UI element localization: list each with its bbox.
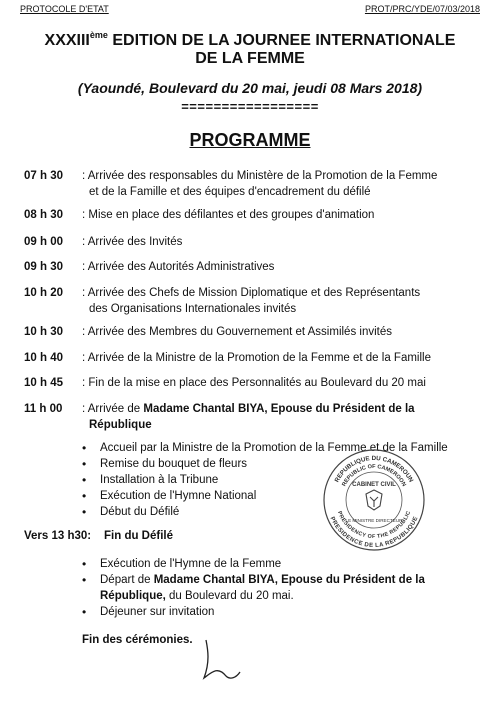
title-ordinal: XXXIII	[44, 32, 90, 49]
first-lady-name-cont: République	[89, 419, 152, 431]
stamp-text: PRESIDENCY OF THE REPUBLIC	[335, 510, 413, 541]
schedule-time: 09 h 00	[24, 236, 63, 248]
list-item: • Accueil par la Ministre de la Promotion de la Femme et de la Famille	[82, 441, 448, 455]
list-item-text: Début du Défilé	[100, 506, 180, 518]
schedule-desc: : Arrivée de	[82, 403, 144, 415]
stamp-cabinet-text: CABINET CIVIL	[352, 482, 396, 488]
schedule-desc: : Fin de la mise en place des Personnalités au Boulevard du 20 mai	[82, 377, 426, 389]
list-item-text: Accueil par la Ministre de la Promotion de la Femme et de la Famille	[100, 442, 448, 454]
official-stamp	[322, 448, 426, 552]
schedule-time: 10 h 40	[24, 352, 63, 364]
schedule-desc: : Mise en place des défilantes et des groupes d'animation	[82, 209, 375, 221]
list-item-text: Départ de	[100, 574, 154, 586]
document-title	[0, 26, 500, 68]
list-item-text: Installation à la Tribune	[100, 474, 219, 486]
list-item: • Déjeuner sur invitation	[82, 605, 215, 619]
stamp-text: REPUBLIC OF CAMEROON	[341, 463, 407, 488]
list-item: • Exécution de l'Hymne de la Femme	[82, 557, 282, 571]
first-lady-name: Madame Chantal BIYA, Epouse du Président de la	[153, 574, 425, 586]
list-item-text: du Boulevard du 20 mai.	[165, 590, 294, 602]
schedule-desc: : Arrivée des Invités	[82, 236, 183, 248]
schedule-time: 10 h 20	[24, 287, 63, 299]
schedule-time: 08 h 30	[24, 209, 63, 221]
title-line1: EDITION DE LA JOURNEE INTERNATIONALE	[107, 32, 456, 49]
schedule-desc-cont: et de la Famille et des équipes d'encadrement du défilé	[89, 186, 371, 198]
list-item-text: Exécution de l'Hymne National	[100, 490, 257, 502]
schedule-time: 09 h 30	[24, 261, 63, 273]
schedule-time: 11 h 00	[24, 403, 63, 415]
stamp-emblem-icon	[366, 490, 382, 510]
separator-line: =================	[181, 99, 319, 114]
list-item: • Début du Défilé	[82, 505, 180, 519]
first-lady-name-cont: République,	[100, 590, 166, 602]
list-item: • Exécution de l'Hymne National	[82, 489, 257, 503]
schedule-desc: : Arrivée des Chefs de Mission Diplomatique et des Représentants	[82, 287, 421, 299]
list-item: • Remise du bouquet de fleurs	[82, 457, 248, 471]
signature	[196, 636, 246, 686]
document-reference: PROT/PRC/YDE/07/03/2018	[364, 4, 480, 14]
list-item-text: Remise du bouquet de fleurs	[100, 458, 248, 470]
programme-heading: PROGRAMME	[189, 130, 311, 150]
stamp-text: REPUBLIQUE DU CAMEROUN	[333, 454, 415, 484]
schedule-time: 10 h 30	[24, 326, 63, 338]
schedule-desc: : Arrivée de la Ministre de la Promotion de la Femme et de la Famille	[82, 352, 431, 364]
schedule-time: 07 h 30	[24, 170, 63, 182]
list-item-text: Déjeuner sur invitation	[100, 606, 215, 618]
protocol-label: PROTOCOLE D'ETAT	[20, 4, 109, 14]
closing-text: Fin des cérémonies.	[82, 634, 193, 646]
list-item-text: Exécution de l'Hymne de la Femme	[100, 558, 282, 570]
list-item: • Installation à la Tribune	[82, 473, 219, 487]
schedule-desc-cont: des Organisations Internationales invités	[89, 303, 297, 315]
closing-bullet-list	[82, 556, 482, 620]
schedule-time: 10 h 45	[24, 377, 63, 389]
end-parade-time: Vers 13 h30:	[24, 530, 92, 542]
title-ordinal-sup: ème	[89, 30, 108, 40]
schedule-desc: : Arrivée des Autorités Administratives	[82, 261, 275, 273]
first-lady-name: Madame Chantal BIYA, Epouse du Président de la	[143, 403, 415, 415]
title-line2: DE LA FEMME	[195, 50, 305, 67]
schedule-desc: : Arrivée des Membres du Gouvernement et Assimilés invités	[82, 326, 392, 338]
schedule-desc: : Arrivée des responsables du Ministère de la Promotion de la Femme	[82, 170, 438, 182]
stamp-minister-text: LE MINISTRE DIRECTEUR	[345, 518, 403, 523]
stamp-text: PRESIDENCE DE LA REPUBLIQUE	[328, 516, 420, 550]
end-parade-desc: Fin du Défilé	[104, 530, 173, 542]
list-item: • Départ de Madame Chantal BIYA, Epouse du Président de la République, du Boulevard du 20 mai.	[82, 573, 425, 602]
event-location-date: (Yaoundé, Boulevard du 20 mai, jeudi 08 Mars 2018)	[77, 80, 423, 96]
